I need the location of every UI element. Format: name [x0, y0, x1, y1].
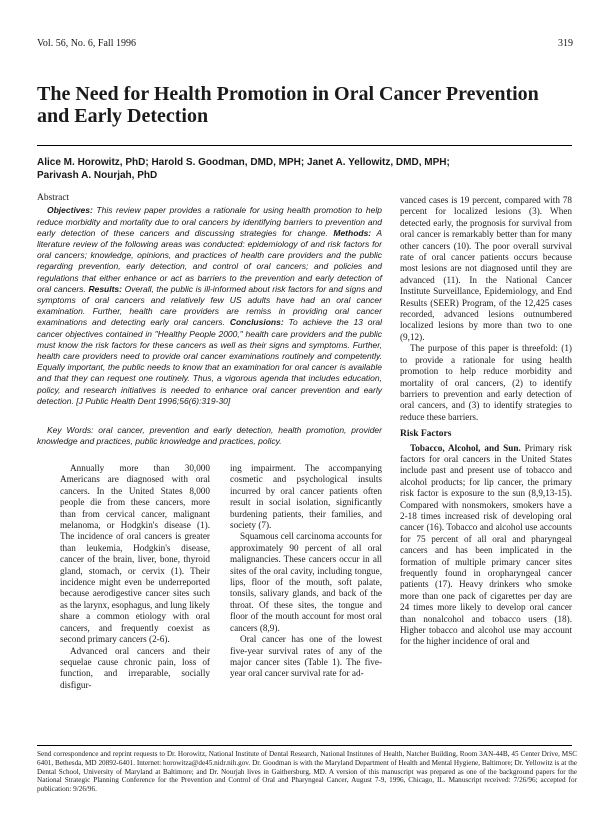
- article-title: The Need for Health Promotion in Oral Cancer Prevention and Early Detection: [37, 83, 539, 127]
- authors-line-2: Parivash A. Nourjah, PhD: [37, 170, 158, 181]
- squamous-paragraph: Squamous cell carcinoma accounts for approximately 90 percent of all oral malignancies. These cancers occur in all sites of the oral cavity, including tongue, lips, floor of the mouth, soft palate, tonsils, salivary glands, and back of the throat. Of these sites, the tongue and floor of the mouth account for most oral cancers (8,9).: [230, 531, 382, 633]
- abstract-text: [37, 205, 382, 407]
- footnote-divider: [37, 745, 572, 746]
- right-column-intro: [400, 195, 572, 648]
- body-column-1: [60, 463, 210, 691]
- title-divider: [37, 145, 572, 146]
- conclusions-text: To achieve the 13 oral cancer objectives contained in "Healthy People 2000," health care providers and the public must know the risk factors for these cancers as well as their signs and symptoms. Further, health care providers need to provide oral cancer examinations routinely and competently. Equally important, the public needs to know that an examination for oral cancer is available and that they can request one routinely. Thus, a vigorous agenda that includes education, policy, and research initiatives is needed to enhance oral cancer prevention and early detection. [J Public Health Dent 1996;56(6):319-30]: [37, 317, 382, 406]
- objectives-text: This review paper provides a rationale for using health promotion to help reduce morbidity and mortality due to oral cancers by identifying barriers to prevention and early detection of these cancers and discussing strategies for change.: [37, 205, 382, 238]
- tobacco-subheading: Tobacco, Alcohol, and Sun.: [410, 442, 521, 453]
- objectives-label: Objectives:: [47, 205, 93, 216]
- conclusions-label: Conclusions:: [229, 317, 284, 328]
- abstract-heading: Abstract: [37, 193, 70, 203]
- body-column-2: [230, 463, 382, 680]
- running-header-issue: Vol. 56, No. 6, Fall 1996: [37, 38, 136, 49]
- authors-line-1: Alice M. Horowitz, PhD; Harold S. Goodman, DMD, MPH; Janet A. Yellowitz, DMD, MPH;: [37, 157, 450, 168]
- risk-factors-heading: Risk Factors: [400, 429, 452, 440]
- abstract-block: [37, 193, 382, 407]
- incidence-paragraph: Annually more than 30,000 Americans are diagnosed with oral cancers. In the United States 8,000 people die from these cancers, more than from cervical cancer, malignant melanoma, or Hodgkin's disease (1). The incidence of oral cancers is greater than leukemia, Hodgkin's disease, cancer of the brain, liver, bone, thyroid gland, stomach, or cervix (1). Their incidence might even be underreported because aerodigestive cancer sites such as the larynx, esophagus, and lung likely share a common etiology with oral cancers, and frequently coexist as second primary cancers (2-6).: [60, 463, 210, 645]
- results-text: Overall, the public is ill-informed about risk factors for and signs and symptoms of oral cancers and relatively few US adults have had an oral cancer examination. Further, health care providers are remiss in providing oral cancer examinations and detecting early oral cancers.: [37, 283, 382, 328]
- tobacco-paragraph: [400, 443, 572, 648]
- survival-rate-paragraph: Oral cancer has one of the lowest five-year survival rates of any of the major cancer sites (Table 1). The five-year oral cancer survival rate for ad-: [230, 634, 382, 679]
- methods-label: Methods:: [333, 227, 372, 238]
- keywords: Key Words: oral cancer, prevention and early detection, health promotion, provider knowledge and practices, public knowledge and practices, policy.: [37, 425, 382, 447]
- tobacco-text: Primary risk factors for oral cancers in the United States include past and present use of tobacco and alcohol products; for lip cancer, the primary risk factor is exposure to the sun (8,9,13-15). Compared with nonsmokers, smokers have a 2-18 times increased risk of developing oral cancer (16). Tobacco and alcohol use accounts for 75 percent of all oral and pharyngeal cancers and has been implicated in the formation of multiple primary cancer sites frequently found in oropharyngeal cancer patients (17). Heavy drinkers who smoke more than one pack of cigarettes per day are 24 times more likely to develop oral cancer than nonalcohol and tobacco users (18). Higher tobacco and alcohol use may account for the higher incidence of oral and: [400, 442, 572, 647]
- survival-paragraph: vanced cases is 19 percent, compared with 78 percent for localized lesions (3). When detected early, the prognosis for survival from oral cancer is remarkably better than for many other cancers (10). The poor overall survival rate of oral cancer patients occurs because most lesions are not diagnosed until they are advanced (11). In the National Cancer Institute Surveillance, Epidemiology, and End Results (SEER) Program, of the 12,425 cases recorded, advanced lesions outnumbered localized lesions by more than two to one (9,12).: [400, 195, 572, 342]
- impairment-paragraph: ing impairment. The accompanying cosmetic and psychological insults incurred by oral cancer patients often result in social isolation, significantly burdening patients, their families, and society (7).: [230, 463, 382, 531]
- sequelae-paragraph: Advanced oral cancers and their sequelae cause chronic pain, loss of function, and irreparable, socially disfigur-: [60, 645, 210, 690]
- author-list: [37, 156, 572, 182]
- correspondence-footnote: Send correspondence and reprint requests to Dr. Horowitz, National Institute of Dental Research, National Institutes of Health, Natcher Building, Room 3AN-44B, 45 Center Drive, MSC 6401, Bethesda, MD 20892-6401. Internet: horowitza@de45.nidr.nih.gov. Dr. Goodman is with the Maryland Department of Health and Mental Hygiene, Baltimore; Dr. Yellowitz is at the Dental School, University of Maryland at Baltimore; and Dr. Nourjah lives in Gaithersburg, MD. A version of this manuscript was prepared as one of the background papers for the National Strategic Planning Conference for the Prevention and Control of Oral and Pharyngeal Cancer, August 7-9, 1996, Chicago, IL. Manuscript received: 7/26/96; accepted for publication: 9/26/96.: [37, 750, 577, 794]
- running-header-page-number: 319: [558, 38, 573, 49]
- purpose-paragraph: The purpose of this paper is threefold: (1) to provide a rationale for using health promotion to help reduce morbidity and mortality of oral cancers, (2) to identify barriers to prevention and early detection of oral cancers, and (3) to identify strategies to reduce these barriers.: [400, 343, 572, 422]
- methods-text: A literature review of the following areas was conducted: epidemiology of and risk factors for oral cancers; knowledge, opinions, and practices of health care providers and the public regarding prevention, early detection, and control of oral cancers; and policies and regulations that either enhance or act as barriers to the prevention and early detection of oral cancers.: [37, 227, 382, 294]
- results-label: Results:: [88, 283, 122, 294]
